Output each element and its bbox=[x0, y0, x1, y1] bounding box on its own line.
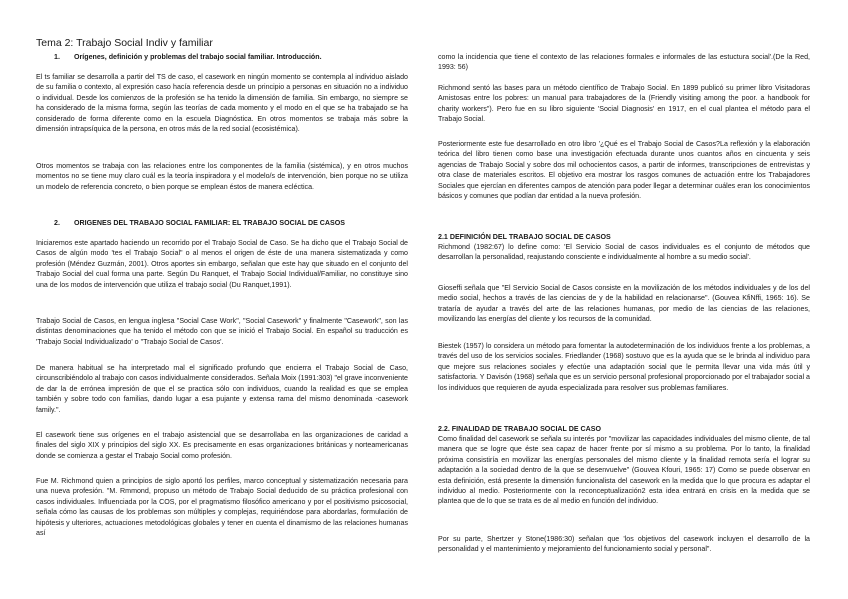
left-paragraph-5: De manera habitual se ha interpretado mal el significado profundo que encierra el Trabajo Social de Caso, circunscribiéndolo al trabajo con casos individualmente considerados. Señala Moix (1991:303) "el grave inconveniente de dar la de errónea impresión de que el se practica sólo con individuos, cuando la realidad es que se emplea también y sobre todo con familias, dando lugar a esa pujante y extensa rama del mismo denominada -casework family.". bbox=[36, 364, 409, 414]
left-paragraph-3: Iniciaremos este apartado haciendo un recorrido por el Trabajo Social de Caso. Se ha dicho que el Trabajo Social de Casos de algún modo 'tes el Trabajo Social" o al menos el origen de éste de una manera sistematizada y como profesión (Méndez Guzmán, 2001). Otros aportes sin embargo, señalan que este hay que situado en el conjunto del Trabajo Social del cual forma una parte. Según Du Ranquet, el Trabajo Social Individual/Familiar, no constituye sino una de los modos de intervención que utiliza el trabajo social (Du Ranquet,1991). bbox=[36, 239, 408, 289]
section-heading-1 bbox=[54, 52, 322, 62]
section-number-2: 2. bbox=[54, 219, 60, 227]
page-title: Tema 2: Trabajo Social Indiv y familiar bbox=[36, 37, 213, 49]
right-paragraph-2: Richmond sentó las bases para un método científico de Trabajo Social. En 1899 publicó su primer libro Visitadoras Amistosas entre los pobres: un manual para trabajadores de la (Friendly visiting among the poor. a handbook for charity workers"). Pero fue en su libro siguiente 'Social Diagnosis' en 1917, en el cual plantea el método para el Trabajo Social. bbox=[438, 84, 810, 124]
section-heading-2 bbox=[54, 218, 345, 228]
section-number-1: 1. bbox=[54, 53, 60, 61]
right-paragraph-3: Posteriormente este fue desarrollado en otro libro '¿Qué es el Trabajo Social de Casos?La reflexión y la elaboración teórica del libro tienen como base una investigación efectuada durante unos cuantos años en cincuenta y seis agencias de Trabajo Social y sobre dos mil ochocientos casos, a partir de informes, transcripciones de entrevistas y otra clase de materiales escritos. El objetivo era mostrar los rasgos comunes de actuación entre los Trabajadores Sociales que ejercían en diferentes campos de atención para poder llegar a determinar cuáles eran los conocimientos básicos y comunes que podían dar entidad a la nueva profesión. bbox=[438, 140, 810, 201]
left-paragraph-4: Trabajo Social de Casos, en lengua inglesa "Social Case Work", "Social Casework" y finalmente "Casework", son las distintas denominaciones que ha tenido el método con que se inició el Trabajo Social. En español su traducción es 'Trabajo Social Individualizado' o "Trabajo Social de Casos'. bbox=[36, 317, 408, 346]
section-title-2: ORIGENES DEL TRABAJO SOCIAL FAMILIAR: EL TRABAJO SOCIAL DE CASOS bbox=[74, 219, 346, 227]
left-paragraph-7: Fue M. Richmond quien a principios de siglo aportó los perfiles, marco conceptual y sistematización necesaria para una nueva profesión. "M. Rmmond, propuso un método de Trabajo Social deducido de su práctica profesional con casos individuales. Influenciada por la COS, por el pragmatismo filosófico americano y por el positivismo psicosocial, señala cómo las causas de los problemas son múltiples y complejas, requiriéndose para abordarlas, formulación de hipótesis y ulteriores, actuaciones metodológicas globales y tener en cuenta el dinamismo de las relaciones humanas así bbox=[36, 477, 408, 538]
right-paragraph-6: Biestek (1957) lo considera un método para fomentar la autodeterminación de los individuos frente a los problemas, a través del uso de los servicios sociales. Friedlander (1968) sostuvo que es la ayuda que se le brinda al individuo para que mejore sus relaciones sociales y efectúe una adaptación social que le permita llevar una vida más útil y satisfactoria. Y Davisón (1968) señala que es un servicio personal profesional proporcionado por el trabajador social a los individuos que requieren de ayuda especializada para resolver sus problemas familiares. bbox=[438, 342, 810, 392]
right-paragraph-7: Como finalidad del casework se señala su interés por "movilizar las capacidades individuales del mismo cliente, de tal manera que se logre que éste sea capaz de hacer frente por sí mismo a su problema. Por lo tanto, la finalidad próxima consistiría en movilizar las energías personales del mismo cliente y la finalidad remota sería el lograr su adaptación a la sociedad dentro de la que se desenvuelve" (Gouvea Kfouri, 1965: 17) Como se puede observar en esta definición, está presente la dimensión funcionalista del casework en la medida que lo que procura es adaptar el individuo al medio. Posteriormente con la reconceptualización2 esta idea entrará en crisis en la medida que se plantea que de lo que se trata es de al medio en función del individuo. bbox=[438, 435, 810, 506]
subsection-heading-2-2: 2.2. FINALIDAD DE TRABAJO SOCIAL DE CASO bbox=[438, 425, 602, 433]
right-paragraph-8: Por su parte, Shertzer y Stone(1986:30) señalan que 'los objetivos del casework incluyen el desarrollo de la personalidad y el mantenimiento y mejoramiento del funcionamiento social y personal". bbox=[438, 535, 810, 554]
left-paragraph-6: El casework tiene sus orígenes en el trabajo asistencial que se desarrollaba en las organizaciones de caridad a finales del siglo XIX y principios del siglo XX. Es precisamente en esas organizaciones británicas y norteamericanas donde se comienza a gestar el Trabajo Social como profesión. bbox=[36, 431, 408, 460]
right-paragraph-5: Gioseffi señala que "El Servicio Social de Casos consiste en la movilización de los métodos individuales y de los del medio social, hechos a través de las ciencias de y de la habilidad en relacionarse". (Gouvea KfiNffi, 1965: 16). Se trataría de ayudar a través del arte de las relaciones humanas, por medio de las ciencias de las relaciones, movilizando las energías del cliente y los recursos de la comunidad. bbox=[438, 284, 810, 324]
subsection-heading-2-1: 2.1 DEFINICIÓN DEL TRABAJO SOCIAL DE CASOS bbox=[438, 233, 611, 241]
right-paragraph-4: Richmond (1982:67) lo define como: 'El Servicio Social de casos individuales es el conjunto de métodos que desarrollan la personalidad, reajustando consciente e individualmente al hombre a su medio social'. bbox=[438, 243, 810, 262]
right-paragraph-1: como la incidencia que tiene el contexto de las relaciones formales e informales de las estuctura social'.(De la Red, 1993: 56) bbox=[438, 53, 810, 72]
section-title-1: Orígenes, definición y problemas del trabajo social familiar. Introducción. bbox=[74, 53, 322, 61]
left-paragraph-2: Otros momentos se trabaja con las relaciones entre los componentes de la familia (sistémica), y en otros muchos momentos no se tiene muy claro cuál es la teoría inspiradora y el modelo/s de intervención, bien porque no se utiliza un modelo de referencia concreto, o bien porque se emplean éstos de manera ecléctica. bbox=[36, 162, 408, 191]
left-paragraph-1: El ts familiar se desarrolla a partir del TS de caso, el casework en ningún momento se contempla al individuo aislado de su familia o contexto, al expresión caso hacía referencia desde un principio a personas en situación no a individuo o individual. Desde los comienzos de la profesión se ha tenido la dimensión de familia. Sin embargo, no siempre se ha considerado de la misma forma, según las teorías de cada momento y el modo en el que se ha trabajado se ha considerado de forma diferente como en la escuela Diagnóstica. En otros momentos se trabaja más sobre la dimensión intrapsíquica de la persona, en otros más de la red social (ecosistémica). bbox=[36, 73, 408, 134]
